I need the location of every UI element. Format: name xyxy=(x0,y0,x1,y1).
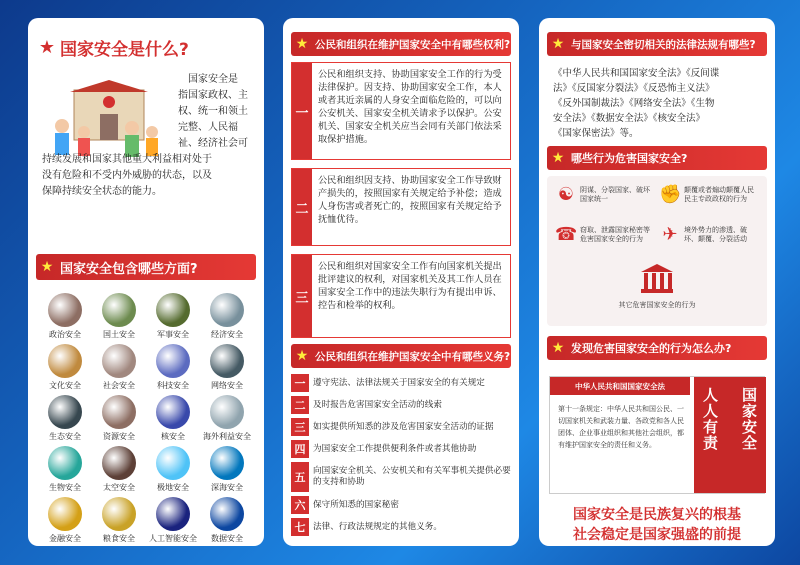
intro-line: 指国家政权、主 xyxy=(178,90,248,101)
star-icon: ★ xyxy=(38,36,56,58)
aspect-label: 政治安全 xyxy=(49,330,81,339)
duty-text: 向国家安全机关、公安机关和有关军事机关提供必要的支持和协助 xyxy=(313,466,511,487)
aspect-image xyxy=(102,446,136,480)
intro-line: 完整、人民福 xyxy=(178,122,238,133)
family-illustration xyxy=(44,80,172,160)
aspect-item xyxy=(38,395,92,442)
aspect-label: 资源安全 xyxy=(103,432,135,441)
section-title-what-is: ★ 国家安全是什么? xyxy=(36,32,256,62)
right-text: 公民和组织对国家安全工作有向国家机关提出批评建议的权利，对国家机关及其工作人员在国家安全工作中的违法失职行为有提出申诉、控告和检举的权利。 xyxy=(318,261,502,311)
laws-list xyxy=(553,66,767,141)
aspect-label: 国土安全 xyxy=(103,330,135,339)
fist-icon: ✊ xyxy=(659,184,682,205)
aspect-label: 军事安全 xyxy=(157,330,189,339)
aspect-item xyxy=(200,395,254,442)
aspect-image xyxy=(102,293,136,327)
slogan-national-security: 国家安全 xyxy=(740,387,758,451)
aspect-image xyxy=(48,446,82,480)
right-number: 三 xyxy=(292,255,312,337)
star-icon: ★ xyxy=(551,340,565,356)
closing-line-2: 社会稳定是国家强盛的前提 xyxy=(573,527,741,543)
panel-rights-duties xyxy=(283,18,519,546)
duty-text: 法律、行政法规规定的其他义务。 xyxy=(313,521,442,532)
intro-right xyxy=(178,72,258,152)
threat-text: 窃取、泄露国家秘密等危害国家安全的行为 xyxy=(580,226,650,243)
aspects-grid xyxy=(38,293,254,544)
law-line: 《中华人民共和国国家安全法》《反间谍 xyxy=(553,68,720,79)
aspect-label: 海外利益安全 xyxy=(203,432,251,441)
star-icon: ★ xyxy=(40,259,54,275)
section-title-duties: ★ 公民和组织在维护国家安全中有哪些义务? xyxy=(291,344,511,368)
slogan-everyone-responsible: 人人有责 xyxy=(701,387,719,451)
section-title-report: ★ 发现危害国家安全的行为怎么办? xyxy=(547,336,767,360)
aspect-label: 金融安全 xyxy=(49,534,81,543)
aspect-item xyxy=(38,497,92,544)
aspect-label: 深海安全 xyxy=(211,483,243,492)
duty-number: 一 xyxy=(291,374,309,392)
slogan-panel xyxy=(694,377,766,493)
intro-line: 国家安全是 xyxy=(188,74,238,85)
law-line: 《反外国制裁法》《网络安全法》《生物 xyxy=(553,98,715,109)
aspect-item xyxy=(92,395,146,442)
aspect-label: 生态安全 xyxy=(49,432,81,441)
aspect-image xyxy=(48,344,82,378)
aspect-label: 生物安全 xyxy=(49,483,81,492)
threat-text: 阴谋、分裂国家、破坏国家统一 xyxy=(580,186,650,203)
aspect-image xyxy=(210,293,244,327)
aspect-item xyxy=(38,446,92,493)
aspect-item xyxy=(92,497,146,544)
aspect-label: 人工智能安全 xyxy=(149,534,197,543)
duty-text: 保守所知悉的国家秘密 xyxy=(313,499,399,510)
aspect-item xyxy=(146,497,200,544)
aspect-image xyxy=(48,395,82,429)
right-item-3 xyxy=(291,254,511,338)
threat-item xyxy=(555,184,652,206)
section-title-threats: ★ 哪些行为危害国家安全? xyxy=(547,146,767,170)
aspect-item xyxy=(38,344,92,391)
aspect-image xyxy=(48,293,82,327)
aspect-label: 太空安全 xyxy=(103,483,135,492)
duty-text: 如实提供所知悉的涉及危害国家安全活动的证据 xyxy=(313,421,494,432)
right-number: 一 xyxy=(292,63,312,159)
duty-item xyxy=(291,396,511,414)
aspect-image xyxy=(156,395,190,429)
duty-text: 及时报告危害国家安全活动的线索 xyxy=(313,399,442,410)
aspect-image xyxy=(102,497,136,531)
aspect-item xyxy=(38,293,92,340)
aspect-label: 科技安全 xyxy=(157,381,189,390)
panel-what-is-national-security xyxy=(28,18,264,546)
aspect-item xyxy=(92,446,146,493)
intro-line: 没有危险和不受内外威胁的状态，以及 xyxy=(42,170,212,181)
aspect-image xyxy=(102,344,136,378)
duty-item xyxy=(291,462,511,492)
section-title-rights: ★ 公民和组织在维护国家安全中有哪些权利? xyxy=(291,32,511,56)
aspect-item xyxy=(146,293,200,340)
intro-line: 保障持续安全状态的能力。 xyxy=(42,186,162,197)
aspect-image xyxy=(156,446,190,480)
section-title-laws: ★ 与国家安全密切相关的法律法规有哪些? xyxy=(547,32,767,56)
closing-line-1: 国家安全是民族复兴的根基 xyxy=(573,507,741,523)
aspect-item xyxy=(146,395,200,442)
law-header: 中华人民共和国国家安全法 xyxy=(550,377,690,395)
law-line: 法》《反国家分裂法》《反恐怖主义法》 xyxy=(553,83,715,94)
split-icon: ☯ xyxy=(557,184,575,205)
phone-icon: ☎ xyxy=(555,224,578,245)
right-item-2 xyxy=(291,168,511,246)
duty-number: 四 xyxy=(291,440,309,458)
aspect-item xyxy=(92,293,146,340)
right-item-1 xyxy=(291,62,511,160)
threat-text: 颠覆或者煽动颠覆人民民主专政政权的行为 xyxy=(684,186,754,203)
aspect-item xyxy=(146,446,200,493)
aspect-label: 极地安全 xyxy=(157,483,189,492)
star-icon: ★ xyxy=(551,36,565,52)
aspect-item xyxy=(200,446,254,493)
threat-text: 境外势力的渗透、破坏、颠覆、分裂活动 xyxy=(684,226,747,243)
aspect-label: 核安全 xyxy=(161,432,185,441)
law-article-text: 第十一条规定：中华人民共和国公民、一切国家机关和武装力量、各政党和各人民团体、企业事业组织和其他社会组织，都有维护国家安全的责任和义务。 xyxy=(558,405,684,449)
aspect-label: 经济安全 xyxy=(211,330,243,339)
star-icon: ★ xyxy=(295,36,309,52)
aspect-label: 粮食安全 xyxy=(103,534,135,543)
intro-line: 权、统一和领土 xyxy=(178,106,248,117)
aspect-label: 社会安全 xyxy=(103,381,135,390)
duty-item xyxy=(291,418,511,436)
aspect-image xyxy=(156,497,190,531)
duty-number: 六 xyxy=(291,496,309,514)
intro-bottom xyxy=(42,152,258,200)
aspect-item xyxy=(92,344,146,391)
right-text: 公民和组织因支持、协助国家安全工作导致财产损失的，按照国家有关规定给予补偿；造成人身伤害或者死亡的，按照国家有关规定给予抚恤优待。 xyxy=(318,175,502,225)
aspect-image xyxy=(156,344,190,378)
aspect-image xyxy=(210,497,244,531)
threat-other-text: 其它危害国家安全的行为 xyxy=(618,301,696,309)
aspect-label: 网络安全 xyxy=(211,381,243,390)
aspect-image xyxy=(210,395,244,429)
aspect-label: 文化安全 xyxy=(49,381,81,390)
duty-item xyxy=(291,518,511,536)
duty-number: 七 xyxy=(291,518,309,536)
duty-item xyxy=(291,496,511,514)
aspect-item xyxy=(200,293,254,340)
intro-line: 祉、经济社会可 xyxy=(178,138,248,149)
threat-item xyxy=(659,184,756,206)
threat-item xyxy=(555,224,652,246)
law-line: 安全法》《数据安全法》《核安全法》 xyxy=(553,113,706,124)
plane-icon: ✈ xyxy=(662,224,678,245)
aspect-item xyxy=(146,344,200,391)
law-line: 《国家保密法》等。 xyxy=(553,128,639,139)
aspect-item xyxy=(200,344,254,391)
duty-number: 三 xyxy=(291,418,309,436)
duty-text: 遵守宪法、法律法规关于国家安全的有关规定 xyxy=(313,377,485,388)
right-text: 公民和组织支持、协助国家安全工作的行为受法律保护。因支持、协助国家安全工作，本人或者其近亲属的人身安全面临危险的，可以向公安机关、国家安全机关请求予以保护。公安机关、国家安全机关应当会同有关部门依法采取保护措施。 xyxy=(318,69,502,145)
aspect-image xyxy=(210,344,244,378)
threats-box xyxy=(547,176,767,326)
aspect-image xyxy=(210,446,244,480)
threat-item xyxy=(659,224,756,246)
duty-text: 为国家安全工作提供便利条件或者其他协助 xyxy=(313,443,477,454)
aspect-image xyxy=(102,395,136,429)
duty-item xyxy=(291,374,511,392)
duty-number: 二 xyxy=(291,396,309,414)
panel-laws-threats xyxy=(539,18,775,546)
star-icon: ★ xyxy=(551,150,565,166)
aspect-label: 数据安全 xyxy=(211,534,243,543)
aspect-image xyxy=(156,293,190,327)
aspect-image xyxy=(48,497,82,531)
star-icon: ★ xyxy=(295,348,309,364)
section-title-aspects: ★ 国家安全包含哪些方面? xyxy=(36,254,256,280)
aspect-item xyxy=(200,497,254,544)
right-number: 二 xyxy=(292,169,312,245)
duty-number: 五 xyxy=(291,462,309,492)
law-article-box xyxy=(549,376,765,494)
duty-item xyxy=(291,440,511,458)
intro-line: 持续发展和国家其他重大利益相对处于 xyxy=(42,154,212,165)
building-icon xyxy=(639,262,675,294)
